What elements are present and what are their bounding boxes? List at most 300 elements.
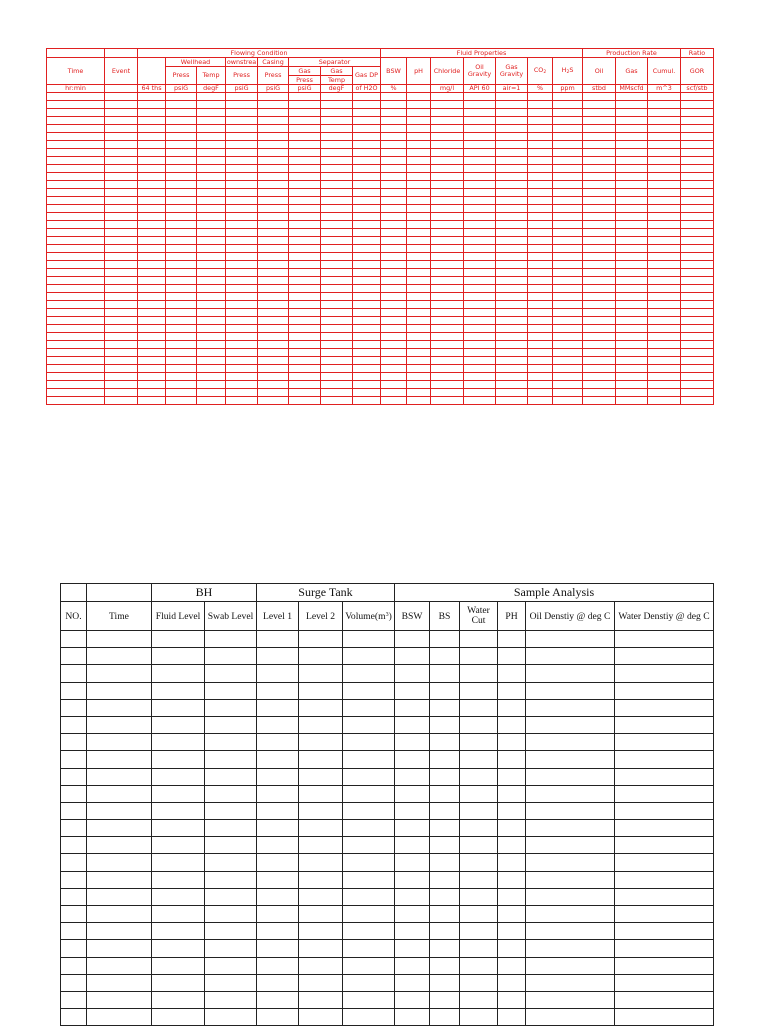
entry-cell[interactable] [152,940,205,957]
entry-cell[interactable] [395,940,430,957]
entry-cell[interactable] [460,837,498,854]
entry-cell[interactable] [289,197,321,205]
entry-cell[interactable] [258,189,289,197]
entry-cell[interactable] [258,101,289,109]
entry-cell[interactable] [87,837,152,854]
entry-cell[interactable] [105,213,138,221]
entry-cell[interactable] [226,93,258,101]
entry-cell[interactable] [166,205,197,213]
entry-cell[interactable] [395,991,430,1008]
entry-cell[interactable] [464,301,496,309]
entry-cell[interactable] [105,181,138,189]
entry-cell[interactable] [353,93,381,101]
entry-cell[interactable] [105,229,138,237]
entry-cell[interactable] [343,631,395,648]
entry-cell[interactable] [615,957,714,974]
entry-cell[interactable] [87,974,152,991]
entry-cell[interactable] [528,125,553,133]
entry-cell[interactable] [407,205,431,213]
entry-cell[interactable] [431,365,464,373]
entry-cell[interactable] [226,293,258,301]
entry-cell[interactable] [299,871,343,888]
entry-cell[interactable] [526,957,615,974]
entry-cell[interactable] [431,101,464,109]
entry-cell[interactable] [464,101,496,109]
entry-cell[interactable] [583,237,616,245]
entry-cell[interactable] [431,389,464,397]
entry-cell[interactable] [615,991,714,1008]
entry-cell[interactable] [166,149,197,157]
entry-cell[interactable] [321,101,353,109]
entry-cell[interactable] [381,397,407,405]
entry-cell[interactable] [289,213,321,221]
entry-cell[interactable] [464,261,496,269]
entry-cell[interactable] [496,221,528,229]
entry-cell[interactable] [166,117,197,125]
entry-cell[interactable] [430,837,460,854]
entry-cell[interactable] [681,197,714,205]
entry-cell[interactable] [321,349,353,357]
entry-cell[interactable] [152,991,205,1008]
entry-cell[interactable] [226,397,258,405]
entry-cell[interactable] [430,785,460,802]
entry-cell[interactable] [395,716,430,733]
entry-cell[interactable] [496,157,528,165]
entry-cell[interactable] [583,181,616,189]
entry-cell[interactable] [681,125,714,133]
entry-cell[interactable] [464,333,496,341]
entry-cell[interactable] [138,381,166,389]
entry-cell[interactable] [616,93,648,101]
entry-cell[interactable] [526,940,615,957]
entry-cell[interactable] [226,381,258,389]
entry-cell[interactable] [648,149,681,157]
entry-cell[interactable] [464,349,496,357]
entry-cell[interactable] [166,285,197,293]
entry-cell[interactable] [526,820,615,837]
entry-cell[interactable] [87,940,152,957]
entry-cell[interactable] [460,923,498,940]
entry-cell[interactable] [226,173,258,181]
entry-cell[interactable] [353,333,381,341]
entry-cell[interactable] [226,245,258,253]
entry-cell[interactable] [496,269,528,277]
entry-cell[interactable] [299,682,343,699]
entry-cell[interactable] [257,888,299,905]
entry-cell[interactable] [616,373,648,381]
entry-cell[interactable] [496,173,528,181]
entry-cell[interactable] [87,991,152,1008]
entry-cell[interactable] [321,341,353,349]
entry-cell[interactable] [553,109,583,117]
entry-cell[interactable] [583,333,616,341]
entry-cell[interactable] [681,93,714,101]
entry-cell[interactable] [553,197,583,205]
entry-cell[interactable] [431,301,464,309]
entry-cell[interactable] [616,261,648,269]
entry-cell[interactable] [583,269,616,277]
entry-cell[interactable] [498,768,526,785]
entry-cell[interactable] [395,751,430,768]
entry-cell[interactable] [353,165,381,173]
entry-cell[interactable] [526,751,615,768]
entry-cell[interactable] [407,389,431,397]
entry-cell[interactable] [464,93,496,101]
entry-cell[interactable] [431,189,464,197]
entry-cell[interactable] [138,397,166,405]
entry-cell[interactable] [528,333,553,341]
entry-cell[interactable] [47,237,105,245]
entry-cell[interactable] [61,871,87,888]
entry-cell[interactable] [648,365,681,373]
entry-cell[interactable] [553,101,583,109]
entry-cell[interactable] [648,309,681,317]
entry-cell[interactable] [616,397,648,405]
entry-cell[interactable] [105,373,138,381]
entry-cell[interactable] [616,381,648,389]
entry-cell[interactable] [583,301,616,309]
entry-cell[interactable] [498,785,526,802]
entry-cell[interactable] [460,631,498,648]
entry-cell[interactable] [460,665,498,682]
entry-cell[interactable] [289,349,321,357]
entry-cell[interactable] [289,133,321,141]
entry-cell[interactable] [166,301,197,309]
entry-cell[interactable] [616,237,648,245]
entry-cell[interactable] [353,301,381,309]
entry-cell[interactable] [553,221,583,229]
entry-cell[interactable] [289,309,321,317]
entry-cell[interactable] [152,682,205,699]
entry-cell[interactable] [648,325,681,333]
entry-cell[interactable] [583,285,616,293]
entry-cell[interactable] [343,802,395,819]
entry-cell[interactable] [583,141,616,149]
entry-cell[interactable] [381,237,407,245]
entry-cell[interactable] [47,349,105,357]
entry-cell[interactable] [226,141,258,149]
entry-cell[interactable] [395,734,430,751]
entry-cell[interactable] [496,229,528,237]
entry-cell[interactable] [289,269,321,277]
entry-cell[interactable] [138,125,166,133]
entry-cell[interactable] [553,229,583,237]
entry-cell[interactable] [166,373,197,381]
entry-cell[interactable] [681,189,714,197]
entry-cell[interactable] [289,333,321,341]
entry-cell[interactable] [496,309,528,317]
entry-cell[interactable] [648,277,681,285]
entry-cell[interactable] [616,165,648,173]
entry-cell[interactable] [138,205,166,213]
entry-cell[interactable] [258,341,289,349]
entry-cell[interactable] [407,349,431,357]
entry-cell[interactable] [47,317,105,325]
entry-cell[interactable] [226,389,258,397]
entry-cell[interactable] [395,785,430,802]
entry-cell[interactable] [496,181,528,189]
entry-cell[interactable] [138,373,166,381]
entry-cell[interactable] [430,699,460,716]
entry-cell[interactable] [105,317,138,325]
entry-cell[interactable] [47,109,105,117]
entry-cell[interactable] [496,341,528,349]
entry-cell[interactable] [47,245,105,253]
entry-cell[interactable] [166,381,197,389]
entry-cell[interactable] [583,173,616,181]
entry-cell[interactable] [528,293,553,301]
entry-cell[interactable] [105,277,138,285]
entry-cell[interactable] [498,820,526,837]
entry-cell[interactable] [496,213,528,221]
entry-cell[interactable] [615,940,714,957]
entry-cell[interactable] [353,229,381,237]
entry-cell[interactable] [47,141,105,149]
entry-cell[interactable] [105,205,138,213]
entry-cell[interactable] [258,357,289,365]
entry-cell[interactable] [407,373,431,381]
entry-cell[interactable] [648,253,681,261]
entry-cell[interactable] [407,157,431,165]
entry-cell[interactable] [553,349,583,357]
entry-cell[interactable] [616,109,648,117]
entry-cell[interactable] [166,269,197,277]
entry-cell[interactable] [105,197,138,205]
entry-cell[interactable] [616,125,648,133]
entry-cell[interactable] [321,165,353,173]
entry-cell[interactable] [615,631,714,648]
entry-cell[interactable] [407,269,431,277]
entry-cell[interactable] [197,373,226,381]
entry-cell[interactable] [105,189,138,197]
entry-cell[interactable] [381,261,407,269]
entry-cell[interactable] [257,906,299,923]
entry-cell[interactable] [138,253,166,261]
entry-cell[interactable] [47,389,105,397]
entry-cell[interactable] [105,309,138,317]
entry-cell[interactable] [431,229,464,237]
entry-cell[interactable] [138,293,166,301]
entry-cell[interactable] [648,317,681,325]
entry-cell[interactable] [353,261,381,269]
entry-cell[interactable] [289,221,321,229]
entry-cell[interactable] [381,93,407,101]
entry-cell[interactable] [681,357,714,365]
entry-cell[interactable] [395,820,430,837]
entry-cell[interactable] [353,197,381,205]
entry-cell[interactable] [464,205,496,213]
entry-cell[interactable] [353,157,381,165]
entry-cell[interactable] [381,197,407,205]
entry-cell[interactable] [321,253,353,261]
entry-cell[interactable] [381,125,407,133]
entry-cell[interactable] [681,133,714,141]
entry-cell[interactable] [299,631,343,648]
entry-cell[interactable] [526,974,615,991]
entry-cell[interactable] [343,871,395,888]
entry-cell[interactable] [299,665,343,682]
entry-cell[interactable] [197,333,226,341]
entry-cell[interactable] [353,373,381,381]
entry-cell[interactable] [353,189,381,197]
entry-cell[interactable] [496,165,528,173]
entry-cell[interactable] [321,245,353,253]
entry-cell[interactable] [197,293,226,301]
entry-cell[interactable] [343,682,395,699]
entry-cell[interactable] [321,381,353,389]
entry-cell[interactable] [257,854,299,871]
entry-cell[interactable] [299,974,343,991]
entry-cell[interactable] [464,149,496,157]
entry-cell[interactable] [87,665,152,682]
entry-cell[interactable] [138,261,166,269]
entry-cell[interactable] [616,325,648,333]
entry-cell[interactable] [648,341,681,349]
entry-cell[interactable] [496,205,528,213]
entry-cell[interactable] [105,133,138,141]
entry-cell[interactable] [105,117,138,125]
entry-cell[interactable] [430,923,460,940]
entry-cell[interactable] [138,245,166,253]
entry-cell[interactable] [616,301,648,309]
entry-cell[interactable] [431,269,464,277]
entry-cell[interactable] [299,1009,343,1026]
entry-cell[interactable] [407,117,431,125]
entry-cell[interactable] [61,820,87,837]
entry-cell[interactable] [528,157,553,165]
entry-cell[interactable] [431,317,464,325]
entry-cell[interactable] [321,125,353,133]
entry-cell[interactable] [616,293,648,301]
entry-cell[interactable] [430,716,460,733]
entry-cell[interactable] [289,157,321,165]
entry-cell[interactable] [226,213,258,221]
entry-cell[interactable] [205,854,257,871]
entry-cell[interactable] [258,349,289,357]
entry-cell[interactable] [583,125,616,133]
entry-cell[interactable] [381,141,407,149]
entry-cell[interactable] [321,269,353,277]
entry-cell[interactable] [496,365,528,373]
entry-cell[interactable] [321,213,353,221]
entry-cell[interactable] [257,631,299,648]
entry-cell[interactable] [226,261,258,269]
entry-cell[interactable] [431,205,464,213]
entry-cell[interactable] [258,309,289,317]
entry-cell[interactable] [496,381,528,389]
entry-cell[interactable] [166,365,197,373]
entry-cell[interactable] [615,854,714,871]
entry-cell[interactable] [197,221,226,229]
entry-cell[interactable] [496,389,528,397]
entry-cell[interactable] [648,197,681,205]
entry-cell[interactable] [464,237,496,245]
entry-cell[interactable] [321,277,353,285]
entry-cell[interactable] [289,149,321,157]
entry-cell[interactable] [498,906,526,923]
entry-cell[interactable] [381,269,407,277]
entry-cell[interactable] [258,197,289,205]
entry-cell[interactable] [407,397,431,405]
entry-cell[interactable] [583,397,616,405]
entry-cell[interactable] [258,109,289,117]
entry-cell[interactable] [681,229,714,237]
entry-cell[interactable] [407,317,431,325]
entry-cell[interactable] [343,768,395,785]
entry-cell[interactable] [353,181,381,189]
entry-cell[interactable] [464,181,496,189]
entry-cell[interactable] [460,716,498,733]
entry-cell[interactable] [496,285,528,293]
entry-cell[interactable] [407,141,431,149]
entry-cell[interactable] [583,317,616,325]
entry-cell[interactable] [681,101,714,109]
entry-cell[interactable] [460,682,498,699]
entry-cell[interactable] [648,125,681,133]
entry-cell[interactable] [496,237,528,245]
entry-cell[interactable] [615,734,714,751]
entry-cell[interactable] [353,133,381,141]
entry-cell[interactable] [681,277,714,285]
entry-cell[interactable] [61,906,87,923]
entry-cell[interactable] [105,397,138,405]
entry-cell[interactable] [61,648,87,665]
entry-cell[interactable] [681,269,714,277]
entry-cell[interactable] [464,125,496,133]
entry-cell[interactable] [47,309,105,317]
entry-cell[interactable] [257,820,299,837]
entry-cell[interactable] [615,837,714,854]
entry-cell[interactable] [226,277,258,285]
entry-cell[interactable] [166,253,197,261]
entry-cell[interactable] [498,648,526,665]
entry-cell[interactable] [381,333,407,341]
entry-cell[interactable] [381,253,407,261]
entry-cell[interactable] [105,173,138,181]
entry-cell[interactable] [648,381,681,389]
entry-cell[interactable] [47,149,105,157]
entry-cell[interactable] [526,734,615,751]
entry-cell[interactable] [648,301,681,309]
entry-cell[interactable] [460,940,498,957]
entry-cell[interactable] [257,716,299,733]
entry-cell[interactable] [553,277,583,285]
entry-cell[interactable] [528,373,553,381]
entry-cell[interactable] [553,181,583,189]
entry-cell[interactable] [289,189,321,197]
entry-cell[interactable] [343,734,395,751]
entry-cell[interactable] [226,357,258,365]
entry-cell[interactable] [430,768,460,785]
entry-cell[interactable] [289,237,321,245]
entry-cell[interactable] [258,165,289,173]
entry-cell[interactable] [381,205,407,213]
entry-cell[interactable] [430,940,460,957]
entry-cell[interactable] [321,141,353,149]
entry-cell[interactable] [681,261,714,269]
entry-cell[interactable] [430,648,460,665]
entry-cell[interactable] [381,389,407,397]
entry-cell[interactable] [353,117,381,125]
entry-cell[interactable] [197,157,226,165]
entry-cell[interactable] [87,648,152,665]
entry-cell[interactable] [138,333,166,341]
entry-cell[interactable] [681,117,714,125]
entry-cell[interactable] [528,261,553,269]
entry-cell[interactable] [395,699,430,716]
entry-cell[interactable] [407,229,431,237]
entry-cell[interactable] [166,141,197,149]
